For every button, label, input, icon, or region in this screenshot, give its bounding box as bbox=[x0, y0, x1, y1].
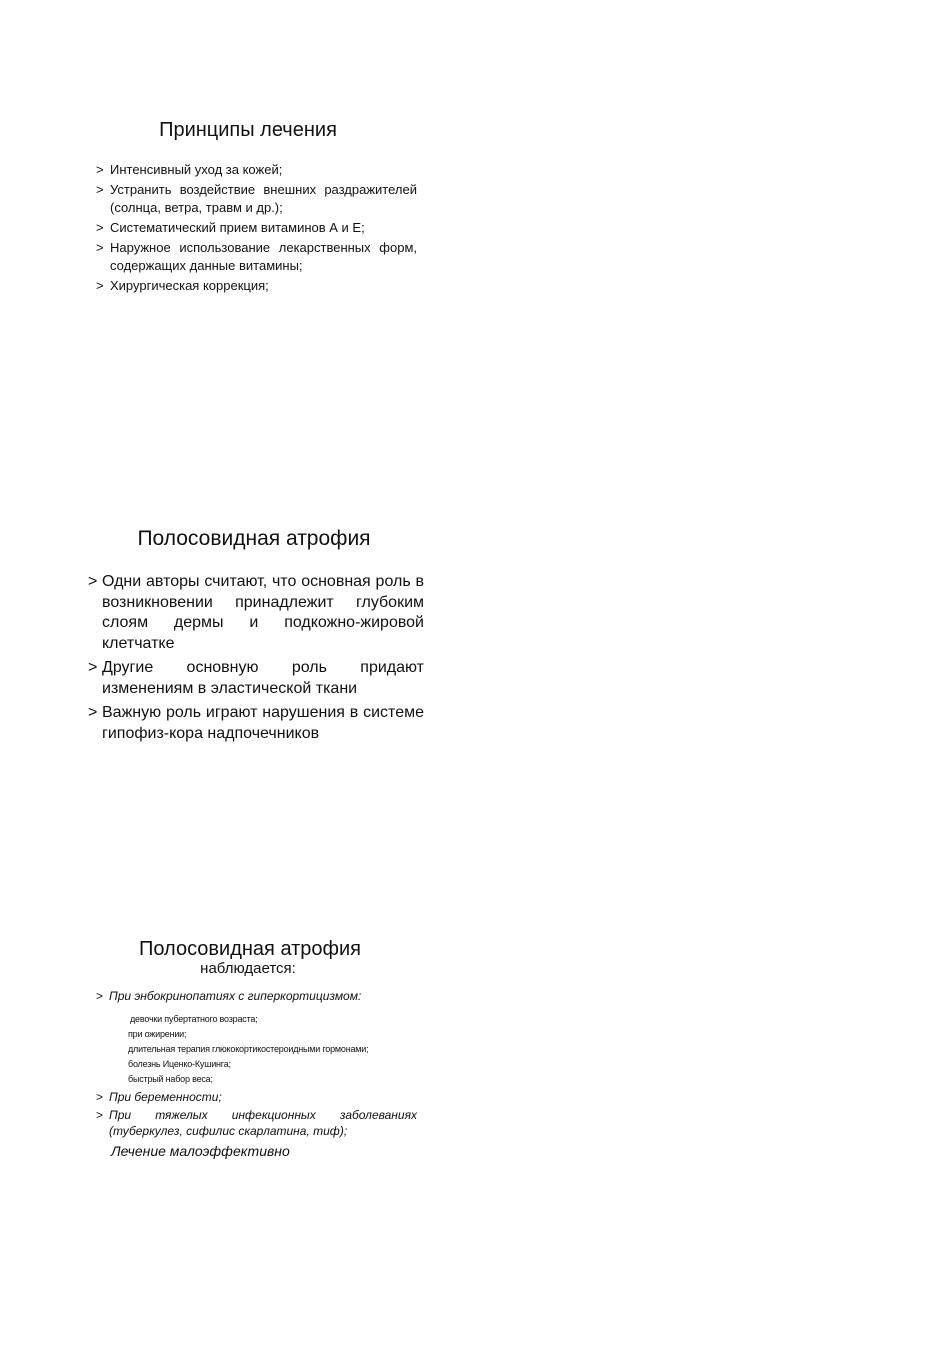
list-item bbox=[88, 703, 424, 744]
list-item-text: При беременности; bbox=[109, 1090, 222, 1104]
sub-list bbox=[95, 1012, 417, 1087]
bullet-list bbox=[88, 572, 424, 744]
bullet-marker: > bbox=[88, 573, 98, 590]
slide-subtitle: наблюдается: bbox=[200, 960, 296, 977]
list-item bbox=[88, 572, 424, 654]
list-item bbox=[95, 219, 417, 237]
bullet-marker: > bbox=[96, 240, 104, 255]
sub-list-item: болезнь Иценко-Кушинга; bbox=[128, 1059, 231, 1069]
slide-title: Принципы лечения bbox=[159, 119, 337, 141]
list-item-text: Важную роль играют нарушения в системе гипофиз-кора надпочечников bbox=[102, 704, 424, 742]
bullet-marker: > bbox=[96, 1090, 104, 1104]
list-item bbox=[95, 1107, 417, 1139]
closing-note: Лечение малоэффективно bbox=[111, 1143, 290, 1159]
bullet-marker: > bbox=[88, 704, 98, 721]
bullet-marker: > bbox=[96, 162, 104, 177]
bullet-marker: > bbox=[96, 989, 104, 1003]
list-item bbox=[95, 239, 417, 275]
list-item bbox=[95, 1089, 417, 1105]
list-item bbox=[95, 161, 417, 179]
sub-list-item: девочки пубертатного возраста; bbox=[130, 1014, 258, 1024]
list-item-text: Хирургическая коррекция; bbox=[110, 278, 269, 293]
slide-title: Полосовидная атрофия bbox=[137, 527, 371, 550]
list-item bbox=[88, 658, 424, 699]
slide-treatment-principles bbox=[95, 118, 417, 297]
list-item bbox=[95, 181, 417, 217]
list-item bbox=[95, 277, 417, 295]
bullet-marker: > bbox=[88, 659, 98, 676]
bullet-marker: > bbox=[96, 278, 104, 293]
slide-striae-atrophy-occurrence bbox=[95, 938, 417, 1160]
sub-list-item: длительная терапия глюкокортикостероидными гормонами; bbox=[128, 1044, 369, 1054]
bullet-list bbox=[95, 161, 417, 295]
list-item-text: Систематический прием витаминов А и Е; bbox=[110, 220, 365, 235]
list-item-text: При тяжелых инфекционных заболеваниях (туберкулез, сифилис скарлатина, тиф); bbox=[109, 1108, 417, 1138]
list-item-text: Другие основную роль придают изменениям в эластической ткани bbox=[102, 659, 424, 697]
slide-title: Полосовидная атрофия bbox=[139, 938, 361, 960]
slide-striae-atrophy-causes bbox=[88, 526, 424, 748]
bullet-marker: > bbox=[96, 220, 104, 235]
sub-list-item: быстрый набор веса; bbox=[128, 1074, 213, 1084]
bullet-marker: > bbox=[96, 1108, 104, 1122]
sub-list-item: при ожирении; bbox=[128, 1029, 187, 1039]
bullet-list bbox=[95, 1089, 417, 1139]
lead-item-text: При энбокринопатиях с гиперкортицизмом: bbox=[109, 989, 362, 1003]
list-item-text: Интенсивный уход за кожей; bbox=[110, 162, 283, 177]
bullet-marker: > bbox=[96, 182, 104, 197]
list-item-text: Устранить воздействие внешних раздражителей (солнца, ветра, травм и др.); bbox=[110, 182, 417, 215]
list-item-text: Одни авторы считают, что основная роль в возникновении принадлежит глубоким слоям дермы и подкожно-жировой клетчатке bbox=[102, 573, 424, 652]
lead-item bbox=[95, 988, 417, 1004]
list-item-text: Наружное использование лекарственных форм, содержащих данные витамины; bbox=[110, 240, 417, 273]
